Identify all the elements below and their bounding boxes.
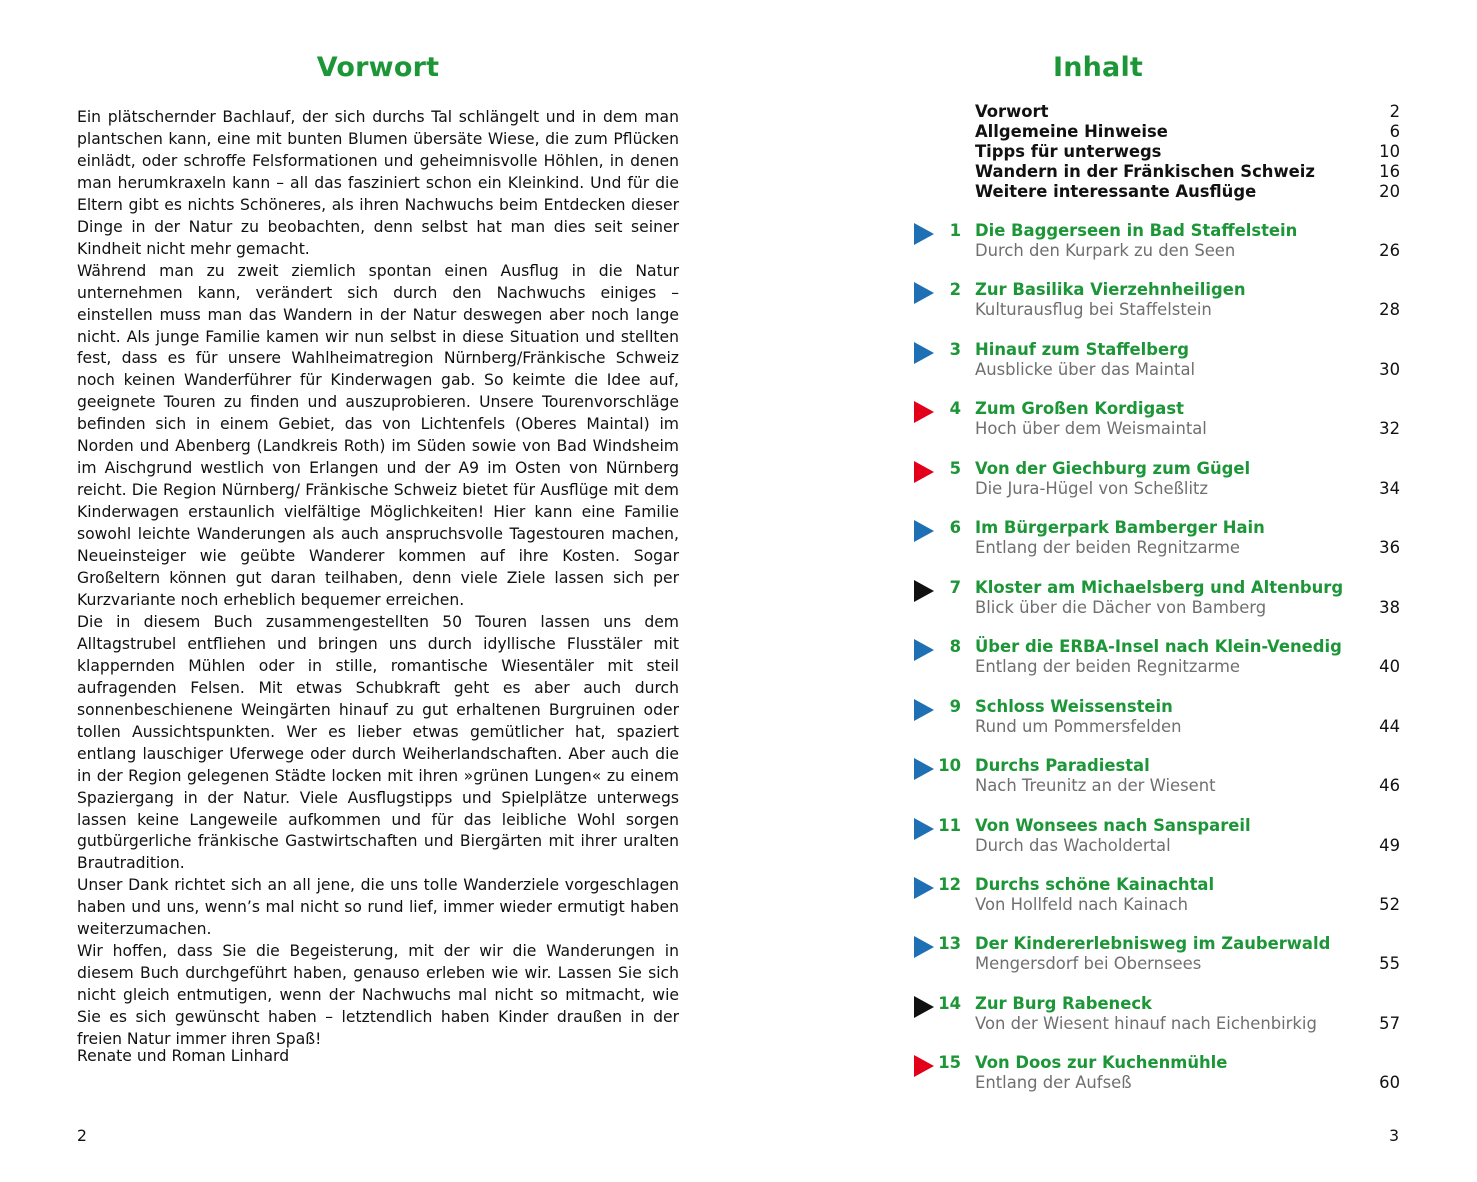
tour-difficulty-arrow-icon xyxy=(914,818,934,840)
toc-general-title: Wandern in der Fränkischen Schweiz xyxy=(975,161,1315,181)
tour-title: Von Wonsees nach Sanspareil xyxy=(975,815,1251,835)
tour-page-number: 26 xyxy=(1379,241,1400,260)
tour-difficulty-arrow-icon xyxy=(914,520,934,542)
tour-number: 10 xyxy=(938,756,961,776)
toc-tour-entry[interactable] xyxy=(914,578,1400,622)
tour-title: Von Doos zur Kuchenmühle xyxy=(975,1053,1228,1073)
tour-number: 15 xyxy=(938,1053,961,1073)
tour-subtitle: Entlang der beiden Regnitzarme xyxy=(975,538,1240,558)
tour-number: 2 xyxy=(949,280,961,300)
foreword-paragraph: Unser Dank richtet sich an all jene, die uns tolle Wanderziele vorgeschlagen haben und uns, wenn’s mal nicht so rund lief, immer wieder ermutigt haben weiterzumachen. xyxy=(77,876,679,939)
tour-title: Zur Burg Rabeneck xyxy=(975,993,1152,1013)
tour-title: Zur Basilika Vierzehnheiligen xyxy=(975,280,1246,300)
toc-tour-entry[interactable] xyxy=(914,459,1400,503)
tour-title: Durchs schöne Kainachtal xyxy=(975,874,1215,894)
tour-difficulty-arrow-icon xyxy=(914,1055,934,1077)
tour-subtitle: Entlang der beiden Regnitzarme xyxy=(975,657,1240,677)
tour-number: 9 xyxy=(949,696,961,716)
toc-tour-entry[interactable] xyxy=(914,756,1400,800)
tour-page-number: 44 xyxy=(1379,716,1400,736)
tour-difficulty-arrow-icon xyxy=(914,936,934,958)
toc-tour-entry[interactable] xyxy=(914,934,1400,978)
toc-general-entry[interactable] xyxy=(975,101,1400,121)
tour-page-number: 52 xyxy=(1379,894,1400,914)
toc-general-entry[interactable] xyxy=(975,121,1400,141)
toc-tour-entry[interactable] xyxy=(914,399,1400,443)
tour-subtitle: Nach Treunitz an der Wiesent xyxy=(975,776,1216,796)
toc-general-title: Tipps für unterwegs xyxy=(975,141,1162,161)
tour-number: 4 xyxy=(949,399,961,419)
toc-general-page: 16 xyxy=(1379,161,1400,181)
foreword-paragraph: Während man zu zweit ziemlich spontan einen Ausflug in die Natur unternehmen kann, verändert sich durch den Nachwuchs einiges – einstellen muss man das Wandern in der Natur deswegen aber noch lange nicht. Als junge Familie kamen wir nun selbst in diese Situation und stellten fest, dass es für unsere Wahlheimatregion Nürnberg/Fränkische Schweiz noch keinen Wanderführer für Kinderwagen gab. So keimte die Idee auf, geeignete Touren zu finden und auszuprobieren. Unsere Tourenvorschläge befinden sich in einem Gebiet, das von Lichtenfels (Oberes Maintal) im Norden und Abenberg (Landkreis Roth) im Süden sowie von Bad Windsheim im Aischgrund westlich von Erlangen und der A9 im Osten von Nürnberg reicht. Die Region Nürnberg/ Fränkische Schweiz bietet für Ausflüge mit dem Kinderwagen erstaunlich vielfältige Möglichkeiten! Hier kann eine Familie sowohl leichte Wanderungen als auch anspruchsvolle Tagestouren machen, Neueinsteiger wie geübte Wanderer kommen auf ihre Kosten. Sogar Großeltern können gut daran teilhaben, denn viele Ziele lassen sich per Kurzvariante noch erheblich bequemer erreichen. xyxy=(77,261,679,609)
tour-difficulty-arrow-icon xyxy=(914,758,934,780)
toc-tour-entry[interactable] xyxy=(914,637,1400,681)
toc-tour-entry[interactable] xyxy=(914,875,1400,919)
toc-tour-entry[interactable] xyxy=(914,994,1400,1038)
tour-number: 5 xyxy=(949,458,961,478)
tour-title: Zum Großen Kordigast xyxy=(975,399,1184,419)
tour-title: Der Kindererlebnisweg im Zauberwald xyxy=(975,934,1331,954)
tour-title: Hinauf zum Staffelberg xyxy=(975,339,1189,359)
tour-page-number: 46 xyxy=(1379,776,1400,796)
tour-title: Schloss Weissenstein xyxy=(975,696,1173,716)
tour-subtitle: Hoch über dem Weismaintal xyxy=(975,419,1207,439)
toc-tour-entry[interactable] xyxy=(914,221,1400,265)
tour-subtitle: Rund um Pommersfelden xyxy=(975,716,1182,736)
tour-page-number: 55 xyxy=(1379,954,1400,974)
toc-general-title: Allgemeine Hinweise xyxy=(975,121,1168,141)
tour-page-number: 57 xyxy=(1379,1013,1400,1033)
toc-general-page: 20 xyxy=(1379,181,1400,201)
toc-tour-entry[interactable] xyxy=(914,518,1400,562)
toc-general-title: Weitere interessante Ausflüge xyxy=(975,181,1257,201)
tour-number: 13 xyxy=(938,934,961,954)
tour-title: Durchs Paradiestal xyxy=(975,756,1150,776)
tour-number: 12 xyxy=(938,874,961,894)
tour-number: 6 xyxy=(949,518,961,538)
tour-difficulty-arrow-icon xyxy=(914,699,934,721)
toc-tour-entry[interactable] xyxy=(914,340,1400,384)
tour-page-number: 30 xyxy=(1379,359,1400,379)
right-page xyxy=(740,0,1477,1182)
tour-page-number: 49 xyxy=(1379,835,1400,855)
toc-tour-entry[interactable] xyxy=(914,697,1400,741)
tour-subtitle: Mengersdorf bei Obernsees xyxy=(975,954,1202,974)
tour-number: 8 xyxy=(949,637,961,657)
toc-general-page: 6 xyxy=(1389,121,1400,141)
tour-page-number: 28 xyxy=(1379,300,1400,320)
tour-subtitle: Die Jura-Hügel von Scheßlitz xyxy=(975,478,1209,498)
tour-number: 3 xyxy=(949,339,961,359)
tour-page-number: 38 xyxy=(1379,597,1400,617)
toc-general-title: Vorwort xyxy=(975,101,1049,121)
tour-title: Die Baggerseen in Bad Staffelstein xyxy=(975,221,1298,240)
tour-subtitle: Von Hollfeld nach Kainach xyxy=(975,894,1188,914)
tour-subtitle: Kulturausflug bei Staffelstein xyxy=(975,300,1212,320)
foreword-signature: Renate und Roman Linhard xyxy=(77,1047,290,1065)
tour-title: Kloster am Michaelsberg und Altenburg xyxy=(975,577,1344,597)
tour-difficulty-arrow-icon xyxy=(914,223,934,245)
tour-subtitle: Von der Wiesent hinauf nach Eichenbirkig xyxy=(975,1013,1317,1033)
tour-difficulty-arrow-icon xyxy=(914,461,934,483)
tour-page-number: 36 xyxy=(1379,538,1400,558)
tour-subtitle: Durch den Kurpark zu den Seen xyxy=(975,241,1236,260)
tour-subtitle: Durch das Wacholdertal xyxy=(975,835,1171,855)
tour-difficulty-arrow-icon xyxy=(914,639,934,661)
tour-subtitle: Ausblicke über das Maintal xyxy=(975,359,1196,379)
foreword-paragraph: Wir hoffen, dass Sie die Begeisterung, mit der wir die Wanderungen in diesem Buch durchgeführt haben, genauso erleben wie wir. Lassen Sie sich nicht gleich entmutigen, wenn der Nachwuchs mal nicht so mitmacht, wie Sie es sich gewünscht haben – letztendlich haben Kinder draußen in der freien Natur immer ihren Spaß! xyxy=(77,942,679,1049)
toc-general-page: 2 xyxy=(1389,101,1400,121)
tour-title: Von der Giechburg zum Gügel xyxy=(975,458,1251,478)
tour-difficulty-arrow-icon xyxy=(914,342,934,364)
tour-page-number: 32 xyxy=(1379,419,1400,439)
toc-tour-entry[interactable] xyxy=(914,816,1400,860)
tour-number: 7 xyxy=(949,577,961,597)
tour-subtitle: Entlang der Aufseß xyxy=(975,1073,1132,1093)
contents-heading: Inhalt xyxy=(1052,52,1144,83)
tour-number: 11 xyxy=(938,815,961,835)
tour-page-number: 60 xyxy=(1379,1073,1400,1093)
tour-page-number: 34 xyxy=(1379,478,1400,498)
foreword-paragraph: Die in diesem Buch zusammengestellten 50 Touren lassen uns dem Alltagstrubel entfliehen und bringen uns durch idyllische Flusstäler mit klappernden Mühlen oder in stille, romantische Wiesentäler mit steil aufragenden Felsen. Mit etwas Schubkraft geht es aber auch durch sonnenbeschienene Weingärten hinauf zu gut erhaltenen Burgruinen oder tollen Aussichtspunkten. Wer es lieber etwas gemütlicher hat, spaziert entlang lauschiger Uferwege oder durch Weiherlandschaften. Aber auch die in der Region gelegenen Städte locken mit ihren »grünen Lungen« zu einem Spaziergang in der Natur. Viele Ausflugstipps und Spielplätze unterwegs lassen keine Langeweile aufkommen und für das leibliche Wohl sorgen gutbürgerliche fränkische Gastwirtschaften und Biergärten mit ihrer uralten Brautradition. xyxy=(77,612,679,873)
tour-difficulty-arrow-icon xyxy=(914,282,934,304)
tour-difficulty-arrow-icon xyxy=(914,996,934,1018)
tour-difficulty-arrow-icon xyxy=(914,401,934,423)
toc-general-page: 10 xyxy=(1379,141,1400,161)
tour-difficulty-arrow-icon xyxy=(914,877,934,899)
tour-number: 1 xyxy=(949,221,961,240)
toc-general-entry[interactable] xyxy=(975,181,1400,201)
tour-title: Über die ERBA-Insel nach Klein-Venedig xyxy=(975,637,1342,657)
foreword-body xyxy=(77,107,679,1051)
tour-difficulty-arrow-icon xyxy=(914,580,934,602)
toc-tour-entry[interactable] xyxy=(914,280,1400,324)
tour-number: 14 xyxy=(938,993,961,1013)
tour-page-number: 40 xyxy=(1379,657,1400,677)
toc-general-entry[interactable] xyxy=(975,141,1400,161)
foreword-heading: Vorwort xyxy=(316,52,440,83)
page-number-right: 3 xyxy=(1389,1127,1399,1145)
foreword-paragraph: Ein plätschernder Bachlauf, der sich durchs Tal schlängelt und in dem man plantschen kann, eine mit bunten Blumen übersäte Wiese, die zum Pflücken einlädt, oder schroffe Felsformationen und geheimnisvolle Höhlen, in denen man herumkraxeln kann – all das fasziniert schon ein Kleinkind. Und für die Eltern gibt es nichts Schöneres, als ihren Nachwuchs beim Entdecken dieser Dinge in der Natur zu beobachten, denn selbst hat man dies seit seiner Kindheit nicht mehr gemacht. xyxy=(77,108,679,258)
tour-title: Im Bürgerpark Bamberger Hain xyxy=(975,518,1265,538)
tour-subtitle: Blick über die Dächer von Bamberg xyxy=(975,597,1267,617)
toc-general-entry[interactable] xyxy=(975,161,1400,181)
toc-general-list xyxy=(975,101,1400,201)
toc-tour-entry[interactable] xyxy=(914,1053,1400,1097)
page-number-left: 2 xyxy=(77,1127,87,1145)
